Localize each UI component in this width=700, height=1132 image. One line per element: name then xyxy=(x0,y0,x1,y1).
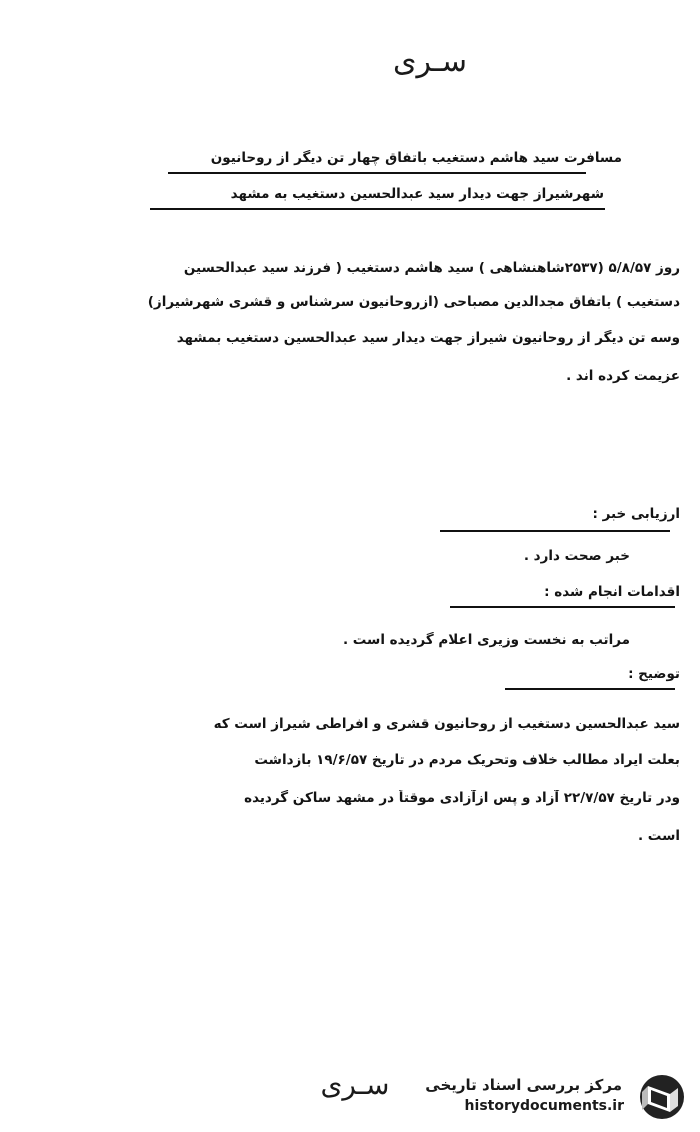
report-line-2: دستغیب ) باتفاق مجدالدین مصباحی (ازروحانیون سرشناس و قشری شهرشیراز) xyxy=(147,294,680,310)
report-line-3: وسه تن دیگر از روحانیون شیراز جهت دیدار سید عبدالحسین دستغیب بمشهد xyxy=(176,330,680,346)
actions-text: مراتب به نخست وزیری اعلام گردیده است . xyxy=(342,632,630,648)
explanation-underline xyxy=(505,688,675,690)
evaluation-heading: ارزیابی خبر : xyxy=(592,506,680,522)
classification-footer: سـری xyxy=(320,1068,390,1101)
explanation-line-3: ودر تاریخ ۲۲/۷/۵۷ آزاد و پس ازآزادی موقتاً در مشهد ساکن گردیده xyxy=(244,790,680,806)
actions-heading: اقدامات انجام شده : xyxy=(544,584,680,600)
explanation-line-1: سید عبدالحسین دستغیب از روحانیون قشری و افراطی شیراز است که xyxy=(213,716,680,732)
watermark xyxy=(405,1072,690,1122)
watermark-name: مرکز بررسی اسناد تاریخی xyxy=(425,1076,622,1094)
classification-header: سـری xyxy=(393,44,467,79)
report-line-1: روز ۵/۸/۵۷ (۲۵۳۷شاهنشاهی ) سید هاشم دستغیب ( فرزند سید عبدالحسین xyxy=(183,260,680,276)
subject-line-2: شهرشیراز جهت دیدار سید عبدالحسین دستغیب به مشهد xyxy=(230,186,604,202)
subject-underline-1 xyxy=(168,172,586,174)
subject-line-1: مسافرت سید هاشم دستغیب باتفاق چهار تن دیگر از روحانیون xyxy=(210,150,622,166)
actions-underline xyxy=(450,606,675,608)
explanation-line-2: بعلت ایراد مطالب خلاف وتحریک مردم در تاریخ ۱۹/۶/۵۷ بازداشت xyxy=(254,752,680,768)
subject-underline-2 xyxy=(150,208,605,210)
explanation-line-4: است . xyxy=(637,828,680,844)
archive-logo-icon xyxy=(634,1072,688,1122)
explanation-heading: توضیح : xyxy=(628,666,680,682)
watermark-url: historydocuments.ir xyxy=(464,1098,624,1114)
evaluation-text: خبر صحت دارد . xyxy=(523,548,630,564)
evaluation-underline xyxy=(440,530,670,532)
report-line-4: عزیمت کرده اند . xyxy=(566,368,680,384)
